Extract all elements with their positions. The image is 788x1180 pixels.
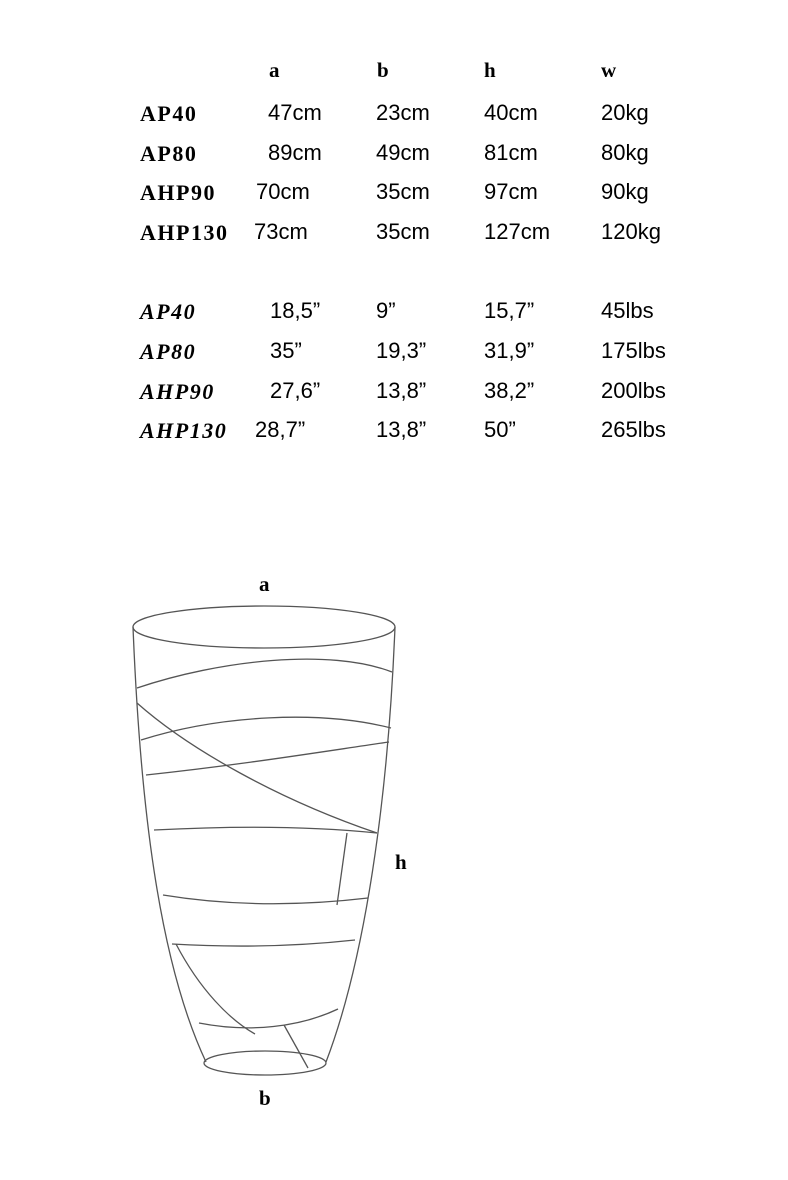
value-b: 13,8” [376, 417, 427, 442]
dimension-label-a: a [259, 572, 270, 596]
header-w: w [601, 58, 617, 82]
value-w: 45lbs [601, 298, 654, 323]
value-w: 265lbs [601, 417, 666, 442]
model-name: AHP130 [140, 418, 228, 443]
model-name: AP80 [140, 141, 198, 166]
value-b: 19,3” [376, 338, 427, 363]
value-h: 38,2” [484, 378, 535, 403]
value-b: 13,8” [376, 378, 427, 403]
model-name: AP80 [140, 339, 197, 364]
vase-band [141, 717, 391, 740]
value-a: 27,6” [270, 378, 321, 403]
header-a: a [269, 58, 280, 82]
vase-base [204, 1051, 326, 1075]
value-w: 200lbs [601, 378, 666, 403]
vase-band [137, 659, 392, 688]
value-w: 175lbs [601, 338, 666, 363]
value-a: 35” [270, 338, 302, 363]
value-b: 35cm [376, 179, 430, 204]
dimension-label-h: h [395, 850, 407, 874]
value-b: 35cm [376, 219, 430, 244]
value-w: 120kg [601, 219, 661, 244]
value-h: 81cm [484, 140, 538, 165]
value-h: 50” [484, 417, 516, 442]
value-h: 97cm [484, 179, 538, 204]
vase-strand [337, 833, 347, 905]
vase-band [199, 1009, 338, 1028]
value-b: 49cm [376, 140, 430, 165]
value-h: 31,9” [484, 338, 535, 363]
value-b: 9” [376, 298, 396, 323]
value-a: 89cm [268, 140, 322, 165]
vase-left-side [133, 627, 206, 1062]
vase-strand [176, 944, 255, 1034]
value-a: 70cm [256, 179, 310, 204]
value-h: 15,7” [484, 298, 535, 323]
model-name: AHP90 [140, 379, 215, 404]
vase-right-side [326, 627, 395, 1062]
value-a: 18,5” [270, 298, 321, 323]
value-w: 20kg [601, 100, 649, 125]
value-h: 40cm [484, 100, 538, 125]
header-h: h [484, 58, 496, 82]
model-name: AHP90 [140, 180, 216, 205]
vase-band [154, 827, 377, 833]
vase-strand [137, 703, 377, 833]
vase-band [146, 742, 389, 775]
vase-rim [133, 606, 395, 648]
model-name: AHP130 [140, 220, 229, 245]
value-a: 47cm [268, 100, 322, 125]
model-name: AP40 [140, 299, 197, 324]
model-name: AP40 [140, 101, 198, 126]
value-h: 127cm [484, 219, 551, 244]
dimension-label-b: b [259, 1086, 271, 1110]
value-w: 90kg [601, 179, 649, 204]
vase-band [172, 940, 355, 946]
value-a: 28,7” [255, 417, 306, 442]
value-w: 80kg [601, 140, 649, 165]
value-b: 23cm [376, 100, 430, 125]
vase-strand [284, 1025, 308, 1068]
value-a: 73cm [254, 219, 308, 244]
header-b: b [377, 58, 389, 82]
